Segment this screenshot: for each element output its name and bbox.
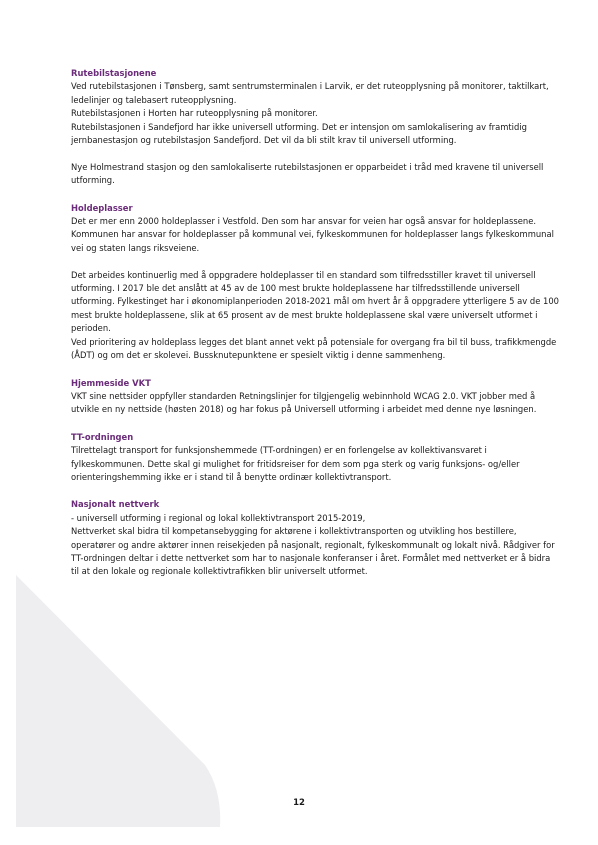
document-body bbox=[71, 67, 559, 593]
paragraph: Det er mer enn 2000 holdeplasser i Vestfold. Den som har ansvar for veien har også ansvar for holdeplassene. Kommunen har ansvar for holdeplasser på kommunal vei, fylkeskommunen for holdeplasser langs fylkeskommunal vei og staten langs riksveiene. bbox=[71, 216, 554, 253]
section-tt-ordningen bbox=[71, 431, 559, 485]
section-heading: TT-ordningen bbox=[71, 431, 134, 442]
page-number: 12 bbox=[293, 798, 305, 808]
paragraph: Tilrettelagt transport for funksjonshemmede (TT-ordningen) er en forlengelse av kollektivansvaret i fylkeskommunen. Dette skal gi mulighet for fritidsreiser for dem som pga sterk og varig funksjons- og/eller orienteringshemming ikke er i stand til å benytte ordinær kollektivtransport. bbox=[71, 445, 520, 482]
paragraph: Rutebilstasjonen i Horten har ruteopplysning på monitorer. bbox=[71, 108, 318, 119]
paragraph: Nettverket skal bidra til kompetansebygging for aktørene i kollektivtransporten og utvikling hos bestillere, operatører og andre aktører innen reisekjeden på nasjonalt, regionalt, fylkeskommunalt og lokalt nivå. Rådgiver for TT-ordningen deltar i dette nettverket som har to nasjonale konferanser i året. Formålet med nettverket er å bidra til at den lokale og regionale kollektivtrafikken blir universelt utformet. bbox=[71, 526, 555, 577]
paragraph: Ved rutebilstasjonen i Tønsberg, samt sentrumsterminalen i Larvik, er det ruteopplysning på monitorer, taktilkart, ledelinjer og talebasert ruteopplysning. bbox=[71, 81, 549, 105]
paragraph: VKT sine nettsider oppfyller standarden Retningslinjer for tilgjengelig webinnhold WCAG 2.0. VKT jobber med å utvikle en ny nettside (høsten 2018) og har fokus på Universell utforming i arbeidet med denne nye løsningen. bbox=[71, 390, 537, 415]
paragraph: Det arbeides kontinuerlig med å oppgradere holdeplasser til en standard som tilfredsstiller kravet til universell utforming. I 2017 ble det anslått at 45 av de 100 mest brukte holdeplassene har tilfredsstillende universell utforming. Fylkestinget har i økonomiplanperioden 2018-2021 mål om hvert år å oppgradere ytterligere 5 av de 100 mest brukte holdeplassene, slik at 65 prosent av de mest brukte holdeplassene skal være universelt utformet i perioden. bbox=[71, 269, 559, 334]
section-heading: Hjemmeside VKT bbox=[71, 377, 151, 388]
paragraph-spacer bbox=[71, 255, 559, 268]
paragraph-spacer bbox=[71, 147, 559, 160]
paragraph: Rutebilstasjonen i Sandefjord har ikke universell utforming. Det er intensjon om samlokalisering av framtidig jernbanestasjon og rutebilstasjon Sandefjord. Det vil da bli stilt krav til universell utforming. bbox=[71, 121, 527, 146]
section-holdeplasser bbox=[71, 202, 559, 363]
section-rutebilstasjonene bbox=[71, 67, 559, 188]
section-nasjonalt-nettverk bbox=[71, 498, 559, 578]
section-hjemmeside-vkt bbox=[71, 377, 559, 417]
section-heading: Nasjonalt nettverk bbox=[71, 499, 160, 510]
section-heading: Holdeplasser bbox=[71, 202, 133, 213]
paragraph: - universell utforming i regional og lokal kollektivtransport 2015-2019, bbox=[71, 512, 366, 523]
paragraph: Ved prioritering av holdeplass legges det blant annet vekt på potensiale for overgang fra bil til buss, trafikkmengde (ÅDT) og om det er skolevei. Bussknutepunktene er spesielt viktig i denne sammenheng. bbox=[71, 336, 557, 361]
paragraph: Nye Holmestrand stasjon og den samlokaliserte rutebilstasjonen er opparbeidet i tråd med kravene til universell utforming. bbox=[71, 161, 544, 186]
section-heading: Rutebilstasjonene bbox=[71, 68, 157, 78]
